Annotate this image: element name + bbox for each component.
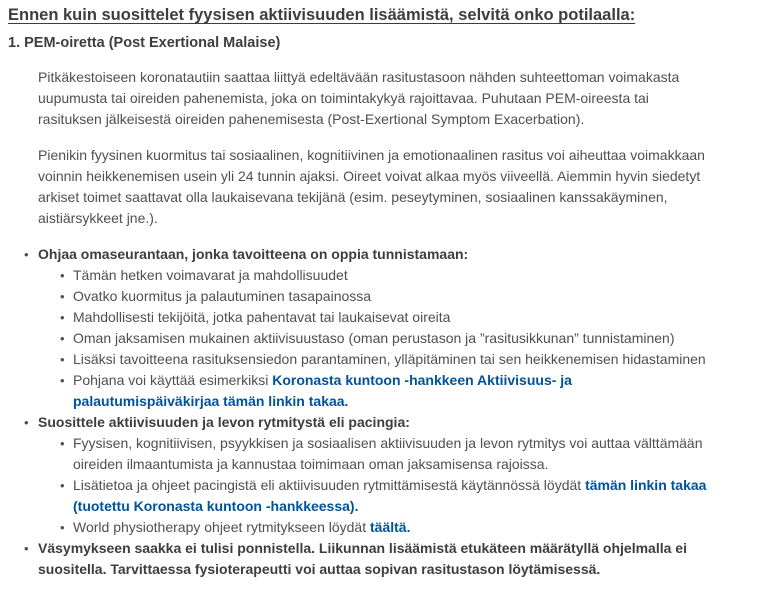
list-item-world-physiotherapy — [60, 517, 714, 538]
list-item-lisatietoa — [60, 475, 714, 517]
list-item: • Oman jaksamisen mukainen aktiivisuustaso (oman perustason ja ”rasitusikkunan” tunnistaminen) — [60, 328, 714, 349]
omaseuranta-heading: Ohjaa omaseurantaan, jonka tavoitteena on oppia tunnistamaan: — [38, 246, 469, 262]
page-title: Ennen kuin suosittelet fyysisen aktiivisuuden lisäämistä, selvitä onko potilaalla: — [8, 6, 636, 24]
paragraph-pem-triggers: Pienikin fyysinen kuormitus tai sosiaalinen, kognitiivinen ja emotionaalinen rasitus voi aiheuttaa voimakkaan voinnin heikkenemisen usein yli 24 tunnin ajaksi. Oireet voivat alkaa myös viiveellä. Aiemmin hyvin siedetyt arkiset toimet saattavat olla laukaisevana tekijänä (esim. peseytyminen, sosiaalinen kanssakäyminen, aistiärsykkeet jne.). — [38, 147, 705, 226]
list-item: • Mahdollisesti tekijöitä, jotka pahentavat tai laukaisevat oireita — [60, 307, 714, 328]
list-item-omaseuranta — [24, 244, 714, 412]
list-item: • Tämän hetken voimavarat ja mahdollisuudet — [60, 265, 714, 286]
list-item: • Ovatko kuormitus ja palautuminen tasapainossa — [60, 286, 714, 307]
list-item-pohjana — [60, 370, 714, 412]
list-item-vasymys — [24, 538, 714, 580]
pacing-sublist — [60, 433, 714, 538]
world-physiotherapy-text: World physiotherapy ohjeet rytmitykseen löydät — [73, 519, 370, 535]
omaseuranta-sublist — [60, 265, 714, 412]
pacing-ohjeet-link[interactable]: tämän linkin takaa (tuotettu Koronasta kuntoon -hankkeessa). — [73, 477, 707, 514]
list-item-pacing — [24, 412, 714, 538]
pohjana-text: Pohjana voi käyttää esimerkiksi — [73, 372, 273, 388]
list-item: • Fyysisen, kognitiivisen, psyykkisen ja sosiaalisen aktiivisuuden ja levon rytmitys voi auttaa välttämään oireiden ilmaantumista ja kannustaa toimimaan oman jaksamisensa rajoissa. — [60, 433, 714, 475]
list-item: • Lisäksi tavoitteena rasituksensiedon parantaminen, ylläpitäminen tai sen heikkenemisen hidastaminen — [60, 349, 714, 370]
pacing-heading: Suosittele aktiivisuuden ja levon rytmitystä eli pacingia: — [38, 414, 410, 430]
pem-section-heading: 1. PEM-oiretta (Post Exertional Malaise) — [8, 35, 281, 51]
lisatietoa-text: Lisätietoa ja ohjeet pacingistä eli aktiivisuuden rytmittämisestä käytännössä löydät — [73, 477, 586, 493]
world-physiotherapy-link[interactable]: täältä. — [370, 519, 411, 535]
recommendations-list — [24, 244, 716, 580]
paragraph-pem-definition: Pitkäkestoiseen koronatautiin saattaa liittyä edeltävään rasitustasoon nähden suhteettoman voimakasta uupumusta tai oireiden pahenemista, joka on toimintakykyä rajoittavaa. Puhutaan PEM-oireesta tai rasituksen jälkeisestä oireiden pahenemisesta (Post-Exertional Symptom Exacerbation). — [38, 69, 680, 127]
aktiivisuus-paivakirja-link[interactable]: Koronasta kuntoon -hankkeen Aktiivisuus- ja palautumispäiväkirjaa tämän linkin takaa. — [73, 372, 572, 409]
vasymys-warning-text: Väsymykseen saakka ei tulisi ponnistella. Liikunnan lisäämistä etukäteen määrätyllä ohjelmalla ei suositella. Tarvittaessa fysioterapeutti voi auttaa sopivan rasitustason löytämisessä. — [38, 540, 687, 577]
